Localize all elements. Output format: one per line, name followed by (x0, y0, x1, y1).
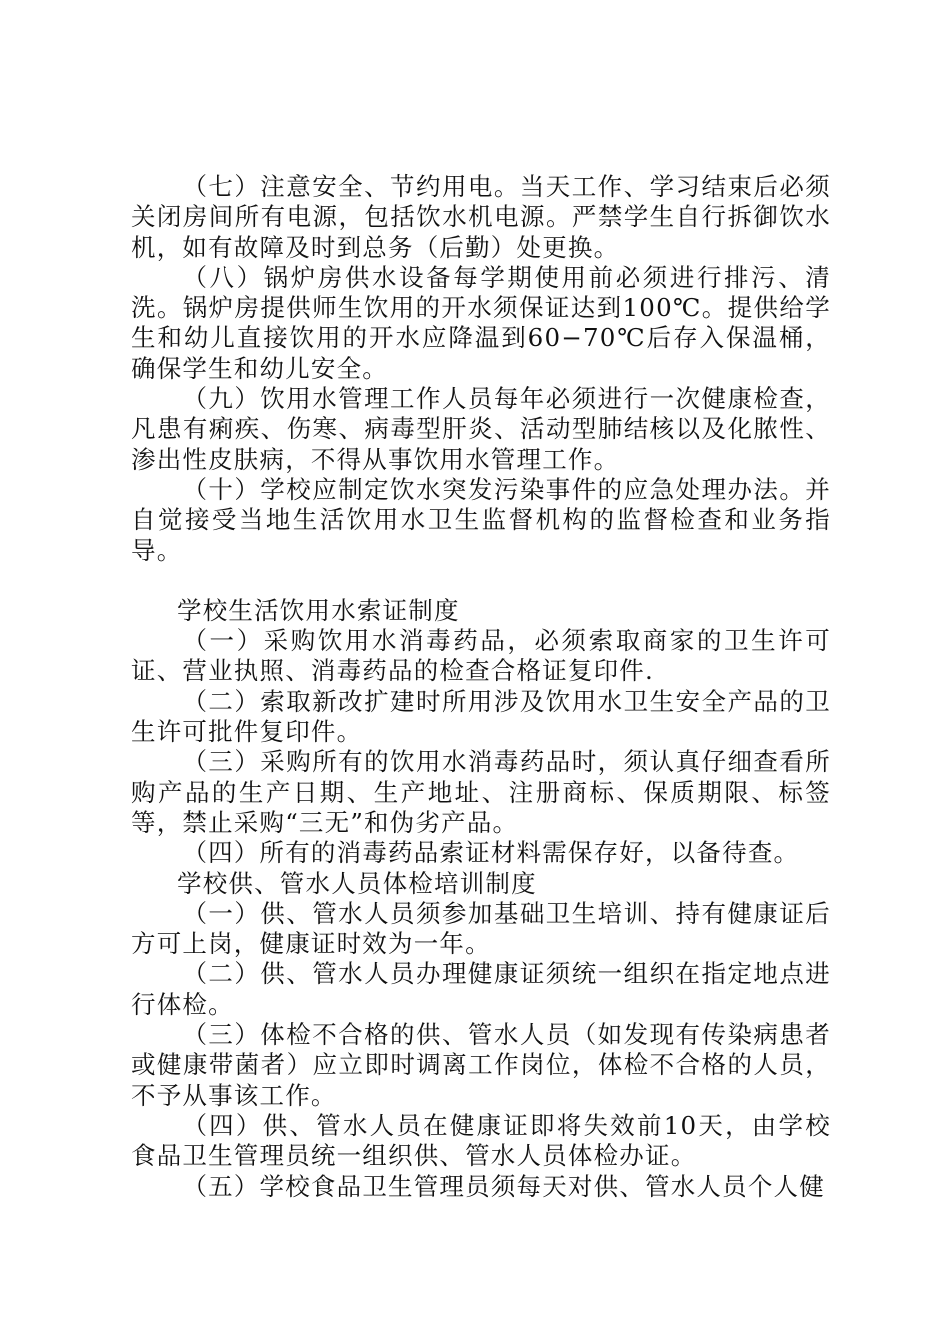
paragraph-9: （九）饮用水管理工作人员每年必须进行一次健康检查，凡患有痢疾、伤寒、病毒型肝炎、活动型肺结核以及化脓性、渗出性皮肤病，不得从事饮用水管理工作。 (131, 384, 831, 474)
paragraph-7: （七）注意安全、节约用电。当天工作、学习结束后必须关闭房间所有电源，包括饮水机电源。严禁学生自行拆御饮水机，如有故障及时到总务（后勤）处更换。 (131, 172, 831, 262)
paragraph-10: （十）学校应制定饮水突发污染事件的应急处理办法。并自觉接受当地生活饮用水卫生监督机构的监督检查和业务指导。 (131, 474, 831, 565)
staff-paragraph-1: （一）供、管水人员须参加基础卫生培训、持有健康证后方可上岗，健康证时效为一年。 (131, 898, 831, 959)
cert-paragraph-2: （二）索取新改扩建时所用涉及饮用水卫生安全产品的卫生许可批件复印件。 (131, 686, 831, 747)
paragraph-8: （八）锅炉房供水设备每学期使用前必须进行排污、清洗。锅炉房提供师生饮用的开水须保证达到100℃。提供给学生和幼儿直接饮用的开水应降温到60−70℃后存入保温桶，确保学生和幼儿安全。 (131, 262, 831, 383)
staff-paragraph-2: （二）供、管水人员办理健康证须统一组织在指定地点进行体检。 (131, 959, 831, 1019)
section-spacer (131, 566, 831, 596)
staff-paragraph-4: （四）供、管水人员在健康证即将失效前10天，由学校食品卫生管理员统一组织供、管水人员体检办证。 (131, 1110, 831, 1171)
cert-paragraph-3: （三）采购所有的饮用水消毒药品时，须认真仔细查看所购产品的生产日期、生产地址、注册商标、保质期限、标签等，禁止采购“三无”和伪劣产品。 (131, 747, 831, 837)
document-page (131, 172, 831, 1202)
section-title-water-certificate: 学校生活饮用水索证制度 (177, 595, 460, 625)
section-title-staff-health: 学校供、管水人员体检培训制度 (177, 868, 537, 898)
cert-paragraph-4: （四）所有的消毒药品索证材料需保存好，以备待查。 (182, 838, 800, 868)
staff-paragraph-5: （五）学校食品卫生管理员须每天对供、管水人员个人健 (182, 1171, 825, 1201)
staff-paragraph-3: （三）体检不合格的供、管水人员（如发现有传染病患者或健康带菌者）应立即时调离工作岗位，体检不合格的人员，不予从事该工作。 (131, 1020, 831, 1110)
cert-paragraph-1: （一）采购饮用水消毒药品，必须索取商家的卫生许可证、营业执照、消毒药品的检查合格证复印件. (131, 626, 831, 686)
